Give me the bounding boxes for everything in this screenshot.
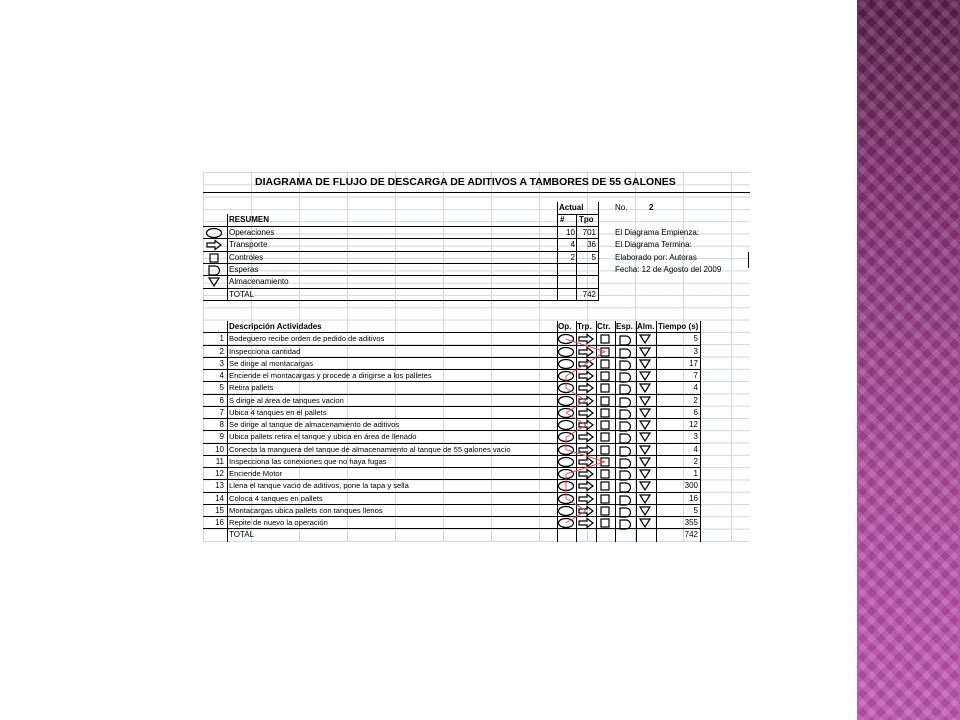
flow-connector (566, 364, 586, 376)
header-description: Descripción Actividades (229, 322, 322, 331)
activity-number: 1 (219, 334, 224, 344)
activity-description: Llena el tanque vacio de aditivos, pone la tapa y sella (229, 481, 409, 491)
activity-time: 2 (693, 456, 698, 466)
activity-description: Enciende Motor (229, 469, 283, 478)
activity-description: Se dirige al montacargas (229, 358, 313, 368)
summary-row-count: 4 (570, 240, 575, 250)
flow-connector (566, 425, 586, 437)
activity-time: 2 (693, 395, 698, 405)
time-header: Tpo (579, 215, 594, 225)
summary-total-label: TOTAL (229, 289, 255, 299)
activity-number: 10 (215, 444, 224, 454)
activity-number: 15 (215, 505, 224, 515)
activity-description: Se dirige al tanque de almacenamiento de aditivos (229, 420, 400, 429)
activity-time: 6 (693, 407, 698, 417)
activity-time: 16 (689, 493, 698, 503)
activity-number: 2 (219, 346, 224, 356)
summary-info-line: El Diagrama Termina: (615, 240, 692, 250)
summary-info-line: Elaborado por: Autoras (615, 252, 697, 262)
flow-connector (566, 450, 605, 462)
activity-description: Inspecciona cantidad (229, 346, 301, 356)
activity-time: 4 (693, 444, 698, 454)
activity-time: 4 (693, 383, 698, 393)
activity-number: 7 (219, 407, 224, 417)
summary-info-line: Fecha: 12 de Agosto del 2009 (615, 265, 722, 274)
activity-number: 8 (219, 420, 224, 429)
diagram-title: DIAGRAMA DE FLUJO DE DESCARGA DE ADITIVOS A TAMBORES DE 55 GALONES (255, 176, 676, 188)
activity-number: 4 (219, 371, 224, 380)
activity-time: 300 (684, 481, 698, 491)
activity-time: 7 (693, 371, 698, 380)
summary-row-label: Almacenamiento (229, 277, 289, 287)
activity-description: Enciende el montacargas y procede a dirigirse a los palletes (229, 371, 432, 380)
summary-row-count: 10 (566, 227, 575, 237)
activity-number: 9 (219, 432, 224, 442)
flow-connector (586, 352, 605, 364)
flow-connector (566, 511, 586, 523)
summary-row-label: Transporte (229, 240, 268, 250)
header-ctr: Ctr. (597, 322, 611, 331)
activity-time: 5 (693, 334, 698, 344)
summary-row-time: 5 (591, 252, 596, 262)
activity-description: Bodeguero recibe orden de pedido de aditivos (229, 334, 385, 344)
flow-diagram-sheet (203, 172, 750, 542)
activity-description: Repite de nuevo la operación (229, 518, 328, 527)
summary-row-label: Esperas (229, 265, 259, 274)
activity-description: Montacargas ubica pallets con tanques llenos (229, 505, 383, 515)
summary-row-time: 701 (582, 227, 596, 237)
flow-connector (566, 388, 586, 400)
activity-time: 5 (693, 505, 698, 515)
summary-row-count: 2 (570, 252, 575, 262)
flow-connector (566, 401, 586, 413)
activity-time: 3 (693, 432, 698, 442)
activity-time: 3 (693, 346, 698, 356)
header-time: Tiempo (s) (658, 322, 699, 331)
flow-connection-lines (203, 172, 750, 542)
activities-total-label: TOTAL (229, 530, 255, 540)
summary-row-time: 36 (587, 240, 596, 250)
activity-number: 14 (215, 493, 224, 503)
summary-total-time: 742 (582, 289, 596, 299)
summary-info-line: El Diagrama Empienza: (615, 227, 700, 237)
activity-description: S dirige al área de tanques vacion (229, 395, 344, 405)
number-label: No. (615, 203, 628, 212)
activity-description: Conecta la manguera del tanque de almacenamiento al tanque de 55 galones vacio (229, 444, 511, 454)
activity-description: Retira pallets (229, 383, 274, 393)
summary-row-label: Controles (229, 252, 264, 262)
flow-connector (566, 413, 586, 425)
activity-number: 13 (215, 481, 224, 491)
activity-number: 3 (219, 358, 224, 368)
number-value: 2 (649, 203, 654, 212)
header-esp: Esp. (616, 322, 633, 331)
header-trp: Trp. (577, 322, 592, 331)
summary-header: RESUMEN (229, 215, 270, 225)
activity-number: 5 (219, 383, 224, 393)
activity-number: 12 (215, 469, 224, 478)
activities-total-time: 742 (684, 530, 698, 540)
activity-description: Ubica pallets retira el tanque y ubica en área de llenado (229, 432, 417, 442)
activity-time: 355 (684, 518, 698, 527)
decorative-side-band (857, 0, 960, 720)
activity-time: 17 (689, 358, 698, 368)
flow-connector (566, 499, 586, 511)
activity-number: 6 (219, 395, 224, 405)
flow-connector (566, 339, 605, 351)
activity-number: 11 (215, 456, 224, 466)
activity-time: 12 (689, 420, 698, 429)
actual-label: Actual (559, 203, 584, 212)
count-header: # (560, 215, 565, 225)
flow-connector (566, 462, 605, 474)
activity-description: Coloca 4 tanques en pallets (229, 493, 323, 503)
activity-description: Inspecciona las conexiones que no haya fugas (229, 456, 387, 466)
summary-row-label: Operaciones (229, 227, 275, 237)
header-alm: Alm. (637, 322, 655, 331)
activity-time: 1 (693, 469, 698, 478)
activity-number: 16 (215, 518, 224, 527)
header-op: Op. (558, 322, 572, 331)
activity-description: Ubica 4 tanques en el pallets (229, 407, 327, 417)
